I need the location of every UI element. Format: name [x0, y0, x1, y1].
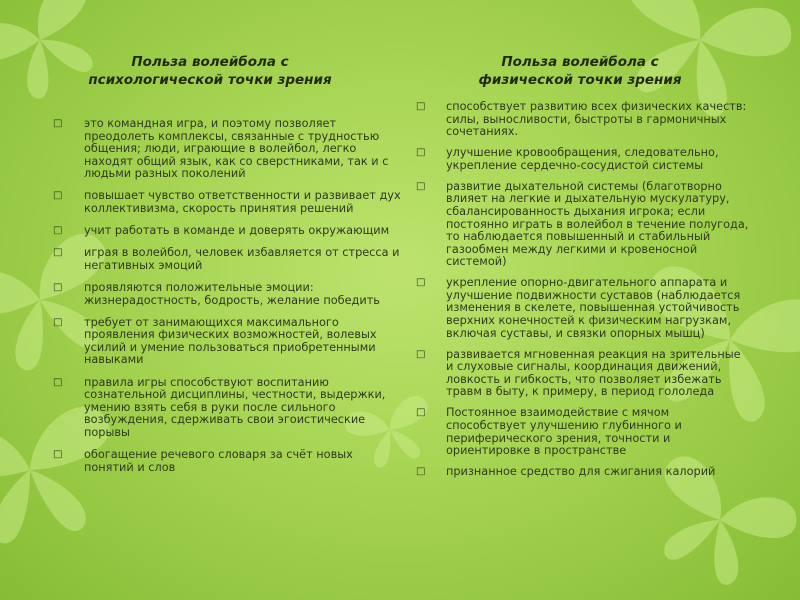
item-text: обогащение речевого словаря за счёт новых понятий и слов [84, 447, 353, 474]
bullet-icon: □ [53, 118, 63, 129]
bullet-icon: □ [416, 277, 426, 289]
bullet-icon: □ [416, 466, 426, 478]
list-item [52, 282, 404, 307]
list-item [52, 377, 404, 440]
bullet-icon: □ [53, 316, 63, 328]
list-item [52, 247, 404, 272]
list-item [52, 225, 404, 238]
list-item [52, 449, 404, 474]
item-text: играя в волейбол, человек избавляется от стресса и негативных эмоций [84, 246, 400, 272]
item-text: это командная игра, и поэтому позволяет преодолеть комплексы, связанные с трудностью общения; люди, играющие в волейбол, легко находят общий язык, как со сверстниками, так и с людьми разных поколений [84, 117, 389, 181]
list-item [52, 118, 404, 181]
list-item [410, 101, 750, 139]
title-line: психологической точки зрения [88, 72, 332, 88]
list-item [410, 349, 750, 399]
item-text: правила игры способствуют воспитанию сознательной дисциплины, честности, выдержки, умению взять себя в руки после сильного возбуждения, сдерживать свои эгоистические порывы [84, 375, 386, 439]
list-item [410, 181, 750, 269]
item-text: способствует развитию всех физических качеств: силы, выносливости, быстроты в гармоничных сочетаниях. [446, 100, 747, 139]
bullet-icon: □ [53, 190, 63, 202]
item-text: развитие дыхательной системы (благотворно влияет на легкие и дыхательную мускулатуру, сбалансированность дыхания игрока; если постоянно играть в волейбол в течение полугода, то наблюдается повышенный и стабильный газообмен между легкими и кровеносной системой) [446, 179, 749, 269]
psychological-benefits-title [34, 53, 386, 89]
list-item [410, 466, 750, 479]
bullet-icon: □ [53, 281, 63, 293]
item-text: улучшение кровообращения, следовательно, укрепление сердечно-сосудистой системы [446, 146, 719, 172]
physical-benefits-title [410, 53, 750, 89]
bullet-icon: □ [416, 180, 426, 192]
bullet-icon: □ [53, 376, 63, 388]
bullet-icon: □ [416, 407, 426, 419]
item-text: учит работать в команде и доверять окружающим [84, 224, 390, 238]
psychological-benefits-list [52, 118, 404, 484]
title-line: Польза волейбола с [131, 54, 289, 70]
list-item [410, 277, 750, 340]
bullet-icon: □ [53, 247, 63, 259]
title-line: физической точки зрения [478, 72, 682, 88]
title-line: Польза волейбола с [501, 54, 659, 70]
item-text: развивается мгновенная реакция на зрительные и слуховые сигналы, координация движений, ловкость и гибкость, что позволяет избежать травм в быту, к примеру, в период гололеда [446, 347, 741, 399]
bullet-icon: □ [416, 147, 426, 159]
item-text: требует от занимающихся максимального проявления физических возможностей, волевых усилий и умение пользоваться приобретенными навыками [84, 315, 377, 367]
item-text: признанное средство для сжигания калорий [446, 465, 716, 479]
bullet-icon: □ [53, 225, 63, 237]
physical-benefits-list [410, 101, 750, 487]
item-text: проявляются положительные эмоции: жизнерадостность, бодрость, желание победить [84, 280, 380, 307]
bullet-icon: □ [416, 101, 426, 112]
list-item [52, 317, 404, 367]
item-text: укрепление опорно-двигательного аппарата и улучшение подвижности суставов (наблюдается изменения в скелете, повышенная устойчивость верхних конечностей к физическим нагрузкам, включая суставы, и связки опорных мышц) [446, 276, 741, 340]
list-item [410, 147, 750, 172]
list-item [52, 190, 404, 215]
item-text: Постоянное взаимодействие с мячом способствует улучшению глубинного и периферического зрения, точности и ориентировке в пространстве [446, 406, 682, 458]
list-item [410, 407, 750, 457]
item-text: повышает чувство ответственности и развивает дух коллективизма, скорость принятия решений [84, 189, 401, 216]
bullet-icon: □ [416, 348, 426, 360]
bullet-icon: □ [53, 448, 63, 460]
